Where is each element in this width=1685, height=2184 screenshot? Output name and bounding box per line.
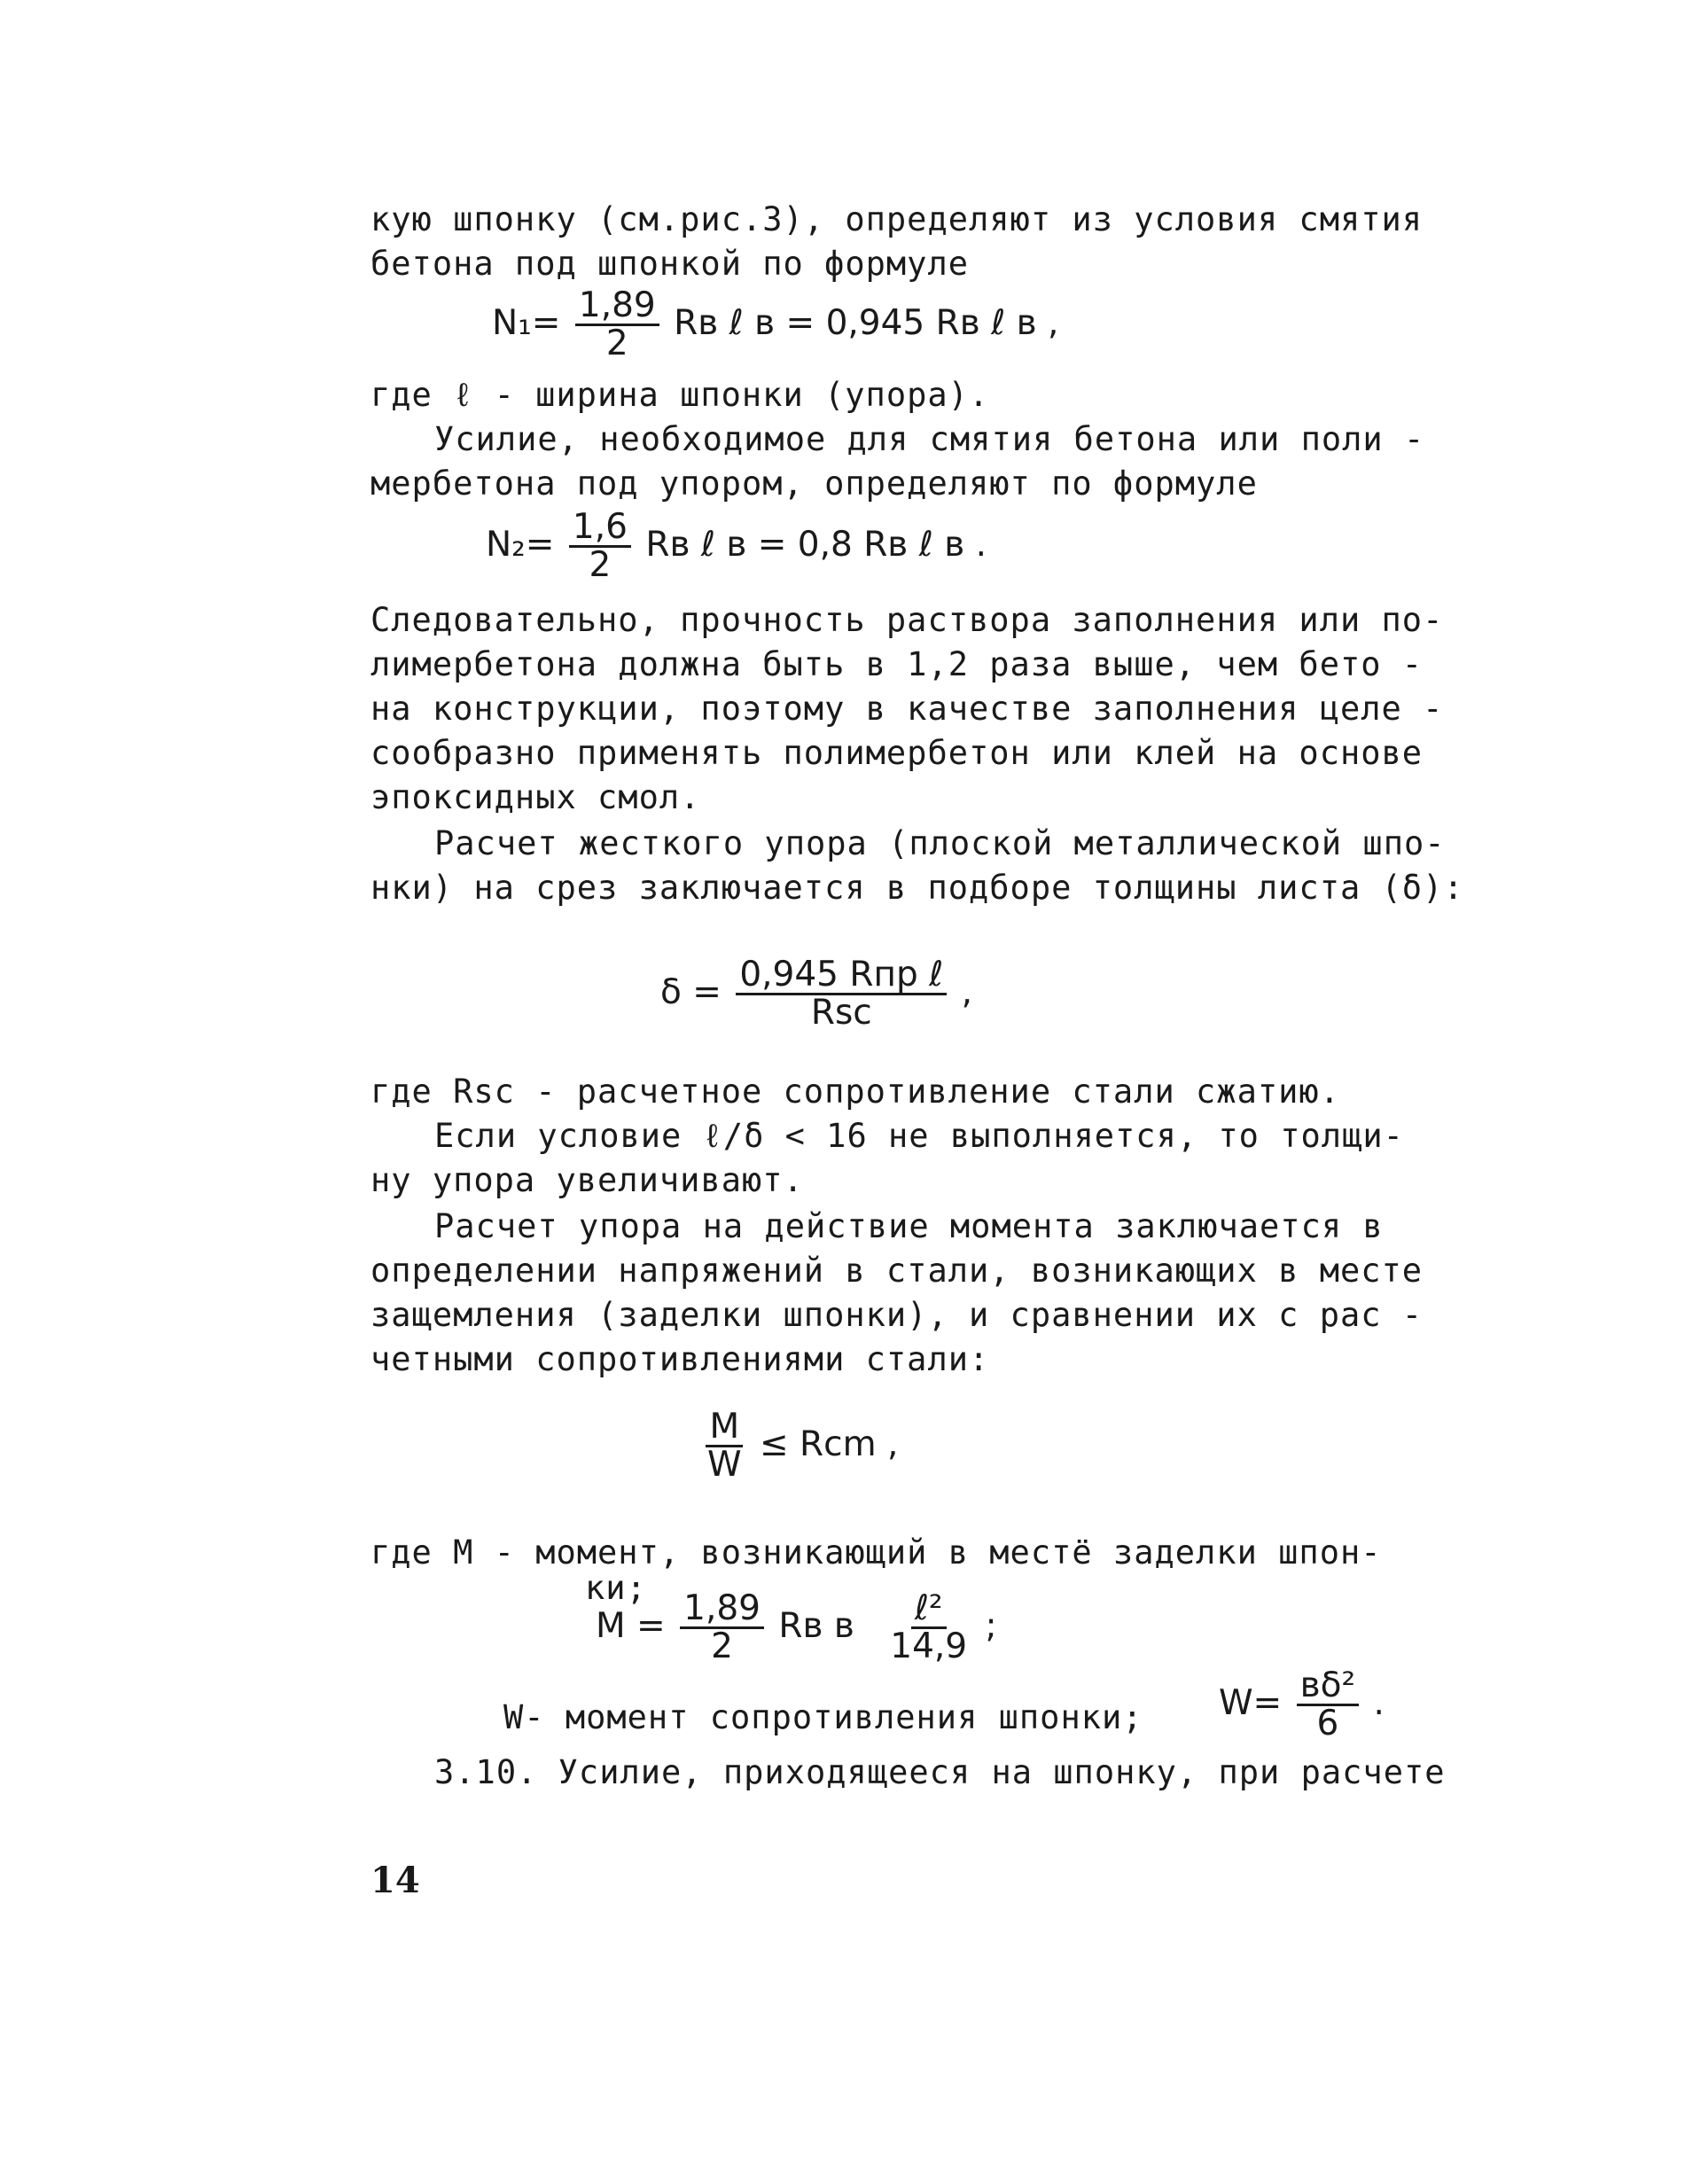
text-line: ну упора увеличивают. xyxy=(371,1161,804,1199)
formula-rhs: , xyxy=(961,972,973,1012)
text-line: W- момент сопротивления шпонки; xyxy=(503,1698,1143,1736)
text-line: Следовательно, прочность раствора заполнения или по- xyxy=(371,601,1444,639)
formula-rhs: Rв ℓ в = 0,945 Rв ℓ в , xyxy=(674,303,1059,343)
numerator: M xyxy=(706,1409,743,1447)
text-line: лимербетона должна быть в 1,2 раза выше, чем бето - xyxy=(371,645,1424,683)
fraction xyxy=(886,1588,971,1666)
formula-n1 xyxy=(492,285,1059,363)
formula-n2 xyxy=(486,507,987,585)
formula-rhs: ≤ Rcm , xyxy=(759,1424,899,1464)
text-line: Расчет жесткого упора (плоской металлической шпо- xyxy=(434,824,1446,862)
text-line: бетона под шпонкой по формуле xyxy=(371,245,970,283)
formula-moment-check xyxy=(700,1409,898,1483)
formula-lhs: W= xyxy=(1219,1683,1283,1723)
formula-lhs: M = xyxy=(596,1606,666,1646)
text-line: мербетона под упором, определяют по формуле xyxy=(371,464,1258,503)
text-line: где ℓ - ширина шпонки (упора). xyxy=(371,376,990,414)
text-line: где M - момент, возникающий в местё заделки шпон- xyxy=(371,1533,1382,1572)
numerator: 1,6 xyxy=(569,510,631,548)
fraction xyxy=(1297,1665,1359,1743)
denominator: 2 xyxy=(605,324,628,363)
fraction xyxy=(569,507,631,585)
page-number: 14 xyxy=(371,1860,420,1901)
text-line: ки; xyxy=(585,1569,647,1607)
fraction xyxy=(575,285,659,363)
text-line: на конструкции, поэтому в качестве заполнения целе - xyxy=(371,690,1444,728)
text-line: кую шпонку (см.рис.3), определяют из условия смятия xyxy=(371,200,1424,238)
denominator: Rsc xyxy=(810,993,872,1033)
formula-lhs: N₁= xyxy=(492,303,561,343)
fraction xyxy=(736,957,947,1031)
text-line: Если условие ℓ/δ < 16 не выполняется, то толщи- xyxy=(434,1117,1404,1155)
text-line: сообразно применять полимербетон или клей на основе xyxy=(371,734,1424,772)
formula-mid: Rв в xyxy=(778,1606,854,1646)
numerator: ℓ² xyxy=(911,1591,947,1629)
denominator: 2 xyxy=(589,545,612,585)
denominator: 2 xyxy=(711,1626,733,1666)
text-line: нки) на срез заключается в подборе толщины листа (δ): xyxy=(371,869,1464,907)
numerator: вδ² xyxy=(1297,1668,1359,1706)
formula-moment xyxy=(596,1588,997,1666)
formula-delta xyxy=(660,957,972,1031)
text-line: 3.10. Усилие, приходящееся на шпонку, при расчете xyxy=(434,1753,1446,1791)
formula-w xyxy=(1219,1665,1385,1743)
denominator: 14,9 xyxy=(890,1626,968,1666)
fraction xyxy=(680,1588,764,1666)
text-line: Расчет упора на действие момента заключается в xyxy=(434,1207,1384,1245)
formula-rhs: . xyxy=(1373,1683,1385,1723)
text-line: эпоксидных смол. xyxy=(371,778,701,816)
denominator: 6 xyxy=(1316,1704,1339,1743)
formula-lhs: δ = xyxy=(660,972,722,1012)
numerator: 1,89 xyxy=(575,288,659,326)
numerator: 1,89 xyxy=(680,1591,764,1629)
fraction xyxy=(704,1409,745,1483)
text-line: Усилие, необходимое для смятия бетона или поли - xyxy=(434,420,1425,458)
formula-rhs: Rв ℓ в = 0,8 Rв ℓ в . xyxy=(645,525,987,565)
text-line: четными сопротивлениями стали: xyxy=(371,1340,990,1378)
formula-lhs: N₂= xyxy=(486,525,555,565)
denominator: W xyxy=(707,1445,742,1485)
text-line: защемления (заделки шпонки), и сравнении их с рас - xyxy=(371,1296,1424,1334)
numerator: 0,945 Rпр ℓ xyxy=(736,957,947,995)
text-line: где Rsc - расчетное сопротивление стали сжатию. xyxy=(371,1072,1340,1111)
formula-rhs: ; xyxy=(985,1606,997,1646)
text-line: определении напряжений в стали, возникающих в месте xyxy=(371,1252,1424,1290)
